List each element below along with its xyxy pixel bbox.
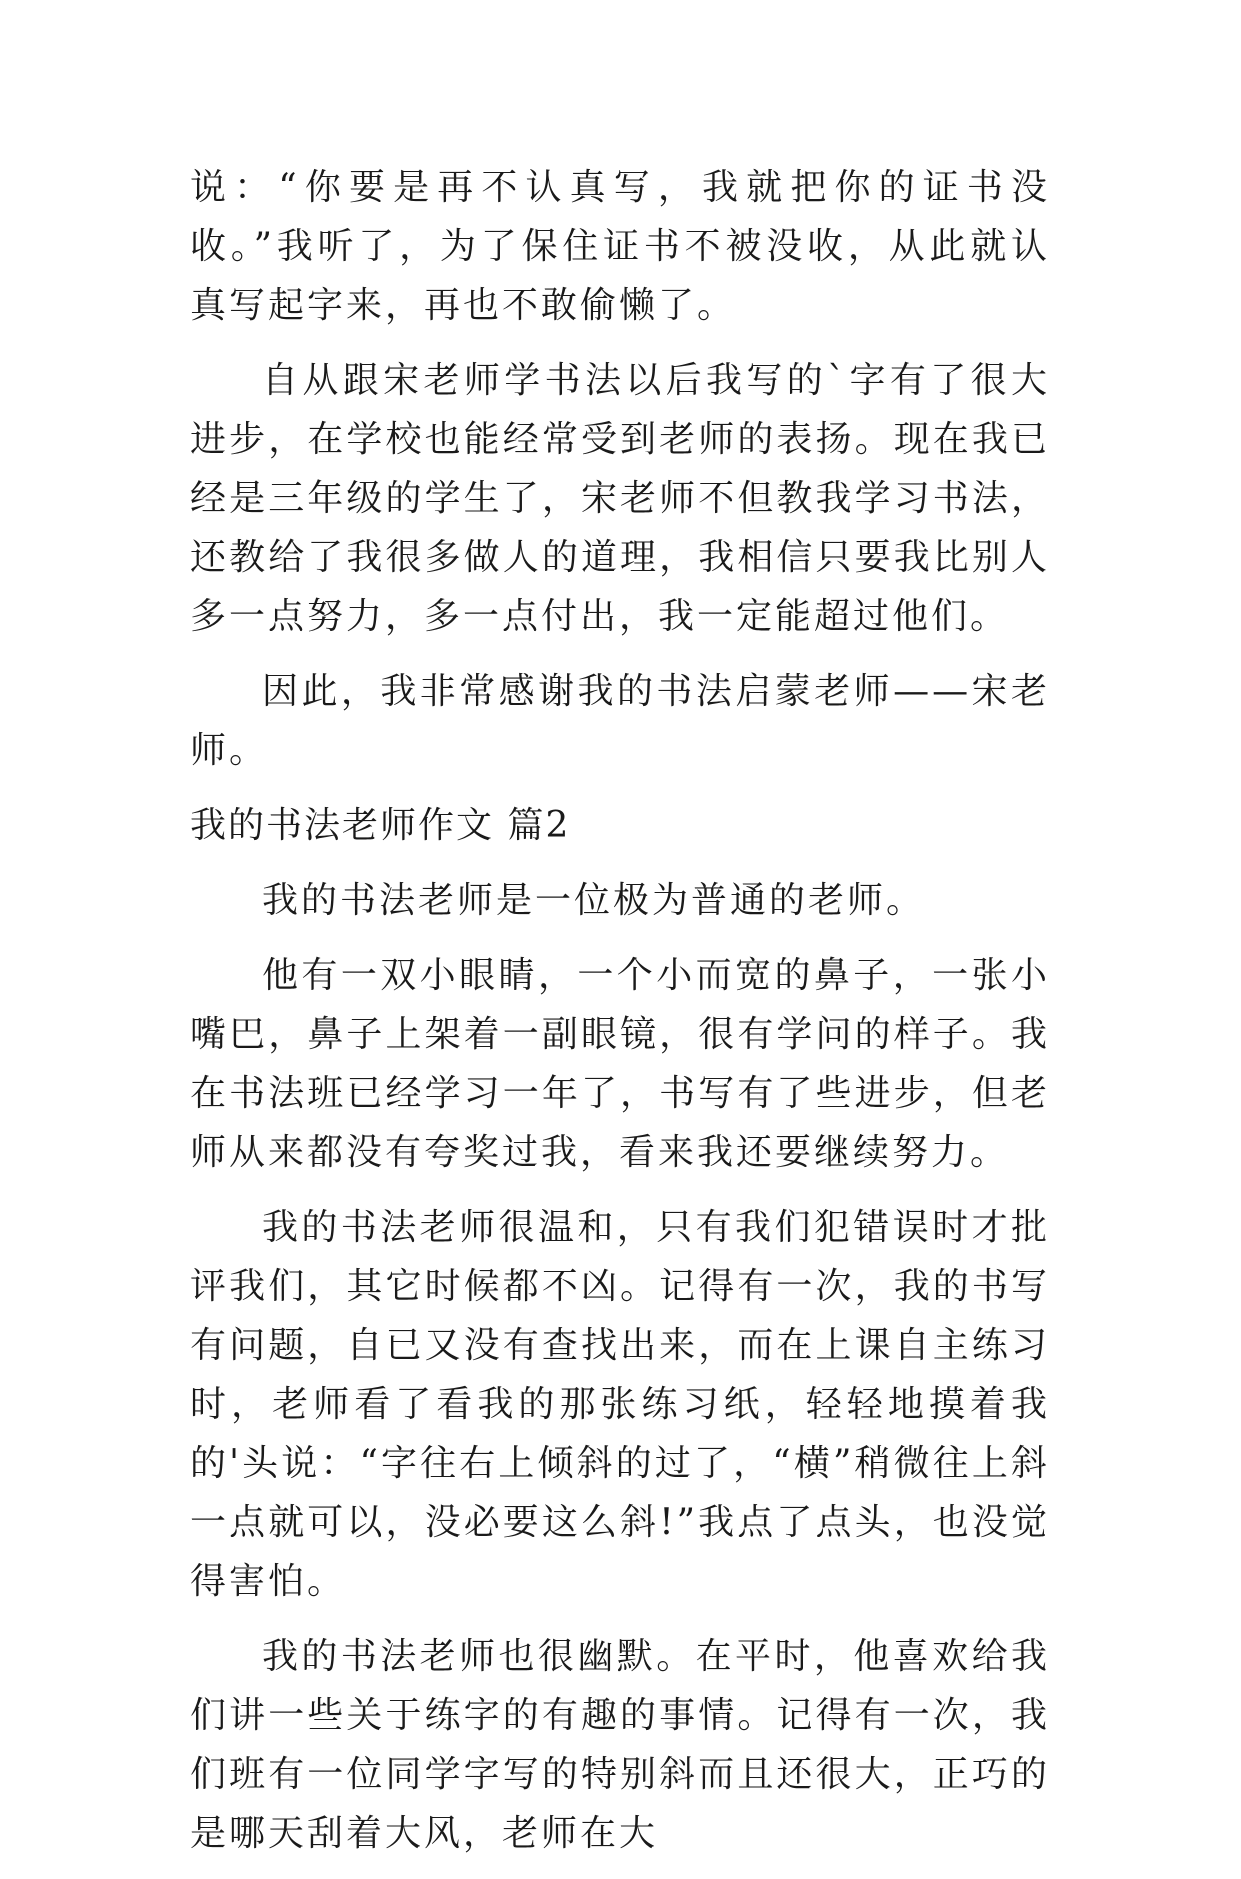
paragraph: 我的书法老师很温和，只有我们犯错误时才批评我们，其它时候都不凶。记得有一次，我的书写有问题，自已又没有查找出来，而在上课自主练习时，老师看了看我的那张练习纸，轻轻地摸着我的'头说：“字往右上倾斜的过了，“横”稍微往上斜一点就可以，没必要这么斜!”我点了点头，也没觉得害怕。	[190, 1207, 1050, 1602]
paragraph: 他有一双小眼睛，一个小而宽的鼻子，一张小嘴巴，鼻子上架着一副眼镜，很有学问的样子。我在书法班已经学习一年了，书写有了些进步，但老师从来都没有夸奖过我，看来我还要继续努力。	[190, 955, 1050, 1173]
section-heading: 我的书法老师作文 篇2	[190, 805, 571, 846]
document-body	[190, 158, 1050, 1879]
paragraph: 我的书法老师是一位极为普通的老师。	[262, 880, 926, 921]
paragraph: 因此，我非常感谢我的书法启蒙老师——宋老师。	[190, 671, 1050, 771]
paragraph-continuation: 说：“你要是再不认真写，我就把你的证书没收。”我听了，为了保住证书不被没收，从此就认真写起字来，再也不敢偷懒了。	[190, 167, 1050, 326]
paragraph: 自从跟宋老师学书法以后我写的`字有了很大进步，在学校也能经常受到老师的表扬。现在我已经是三年级的学生了，宋老师不但教我学习书法，还教给了我很多做人的道理，我相信只要我比别人多一点努力，多一点付出，我一定能超过他们。	[190, 360, 1050, 637]
paragraph: 我的书法老师也很幽默。在平时，他喜欢给我们讲一些关于练字的有趣的事情。记得有一次，我们班有一位同学字写的特别斜而且还很大，正巧的是哪天刮着大风，老师在大	[190, 1636, 1050, 1854]
